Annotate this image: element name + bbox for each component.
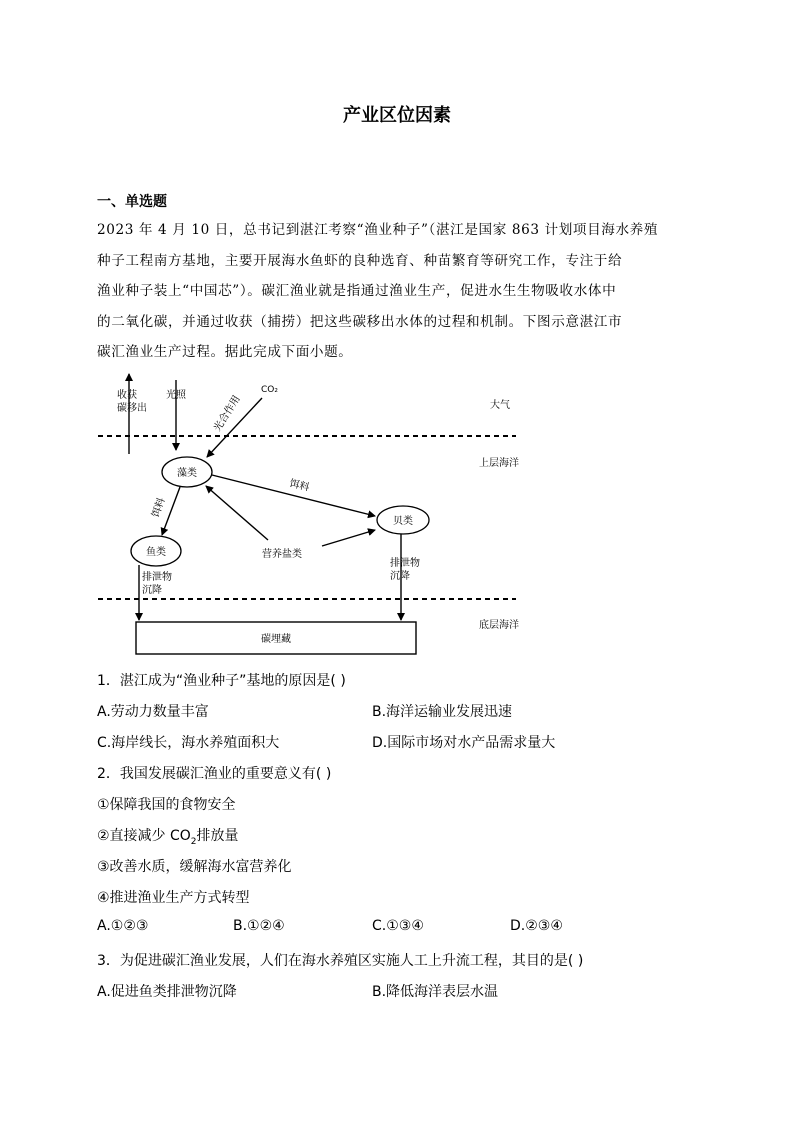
carbon-sink-diagram [96,370,546,660]
feed-label-right: 饵料 [288,478,311,494]
nutrients-to-shellfish-arrow [322,530,375,546]
shellfish-label: 贝类 [393,516,413,527]
question-2-item-3: ③改善水质，缓解海水富营养化 [97,859,292,875]
bottom-ocean-label: 底层海洋 [479,620,519,631]
question-2-item-2 [97,825,239,847]
question-2-stem: 2．我国发展碳汇渔业的重要意义有( ) [97,766,332,782]
harvest-label-2: 碳移出 [117,403,147,414]
question-2-item-1: ①保障我国的食物安全 [97,797,236,813]
atmosphere-label: 大气 [490,400,510,411]
carbon-burial-label: 碳埋藏 [261,634,291,645]
question-1-stem: 1．湛江成为“渔业种子”基地的原因是( ) [97,673,346,689]
nutrients-label: 营养盐类 [262,549,302,560]
photosynthesis-label: 光合作用 [212,393,243,434]
question-3-option-a[interactable]: A.促进鱼类排泄物沉降 [97,984,237,1000]
algae-to-fish-arrow [162,487,180,535]
light-label: 光照 [166,390,186,401]
item-2-text-post: 排放量 [196,828,239,844]
upper-ocean-label: 上层海洋 [479,458,519,469]
nutrients-to-algae-arrow [206,486,268,540]
question-1-option-b[interactable]: B.海洋运输业发展迅速 [372,704,513,720]
intro-line: 种子工程南方基地，主要开展海水鱼虾的良种选育、种苗繁育等研究工作，专注于给 [97,252,623,269]
co2-subscript: 2 [190,836,197,847]
question-2-option-d[interactable]: D.②③④ [510,918,563,934]
question-2-option-c[interactable]: C.①③④ [372,918,424,934]
co2-label: CO₂ [261,385,278,395]
question-2-option-a[interactable]: A.①②③ [97,918,149,934]
question-1-option-c[interactable]: C.海岸线长，海水养殖面积大 [97,735,280,751]
intro-line: 渔业种子装上“中国芯”）。碳汇渔业就是指通过渔业生产，促进水生生物吸收水体中 [97,283,617,300]
shellfish-excrete-label-2: 沉降 [390,571,410,582]
intro-line: 碳汇渔业生产过程。据此完成下面小题。 [97,344,353,361]
intro-line: 2023 年 4 月 10 日，总书记到湛江考察“渔业种子”（湛江是国家 863 计划项目海水养殖 [97,222,659,238]
question-1-option-d[interactable]: D.国际市场对水产品需求量大 [372,735,556,751]
section-heading: 一、单选题 [97,194,167,210]
fish-excrete-label-1: 排泄物 [142,572,172,583]
algae-label: 藻类 [177,468,197,479]
question-2-option-b[interactable]: B.①②④ [233,918,285,934]
question-2-item-4: ④推进渔业生产方式转型 [97,890,250,906]
question-3-stem: 3．为促进碳汇渔业发展，人们在海水养殖区实施人工上升流工程，其目的是( ) [97,953,584,969]
intro-paragraph [97,215,699,368]
question-1-option-a[interactable]: A.劳动力数量丰富 [97,704,209,720]
page-title: 产业区位因素 [343,105,451,126]
item-2-text: ②直接减少 CO [97,828,191,844]
question-3-option-b[interactable]: B.降低海洋表层水温 [372,984,499,1000]
fish-excrete-label-2: 沉降 [142,585,162,596]
harvest-label-1: 收获 [117,390,137,401]
intro-line: 的二氧化碳，并通过收获（捕捞）把这些碳移出水体的过程和机制。下图示意湛江市 [97,313,623,330]
shellfish-excrete-label-1: 排泄物 [390,558,420,569]
fish-label: 鱼类 [146,547,166,558]
feed-label-left: 饵料 [150,496,168,520]
